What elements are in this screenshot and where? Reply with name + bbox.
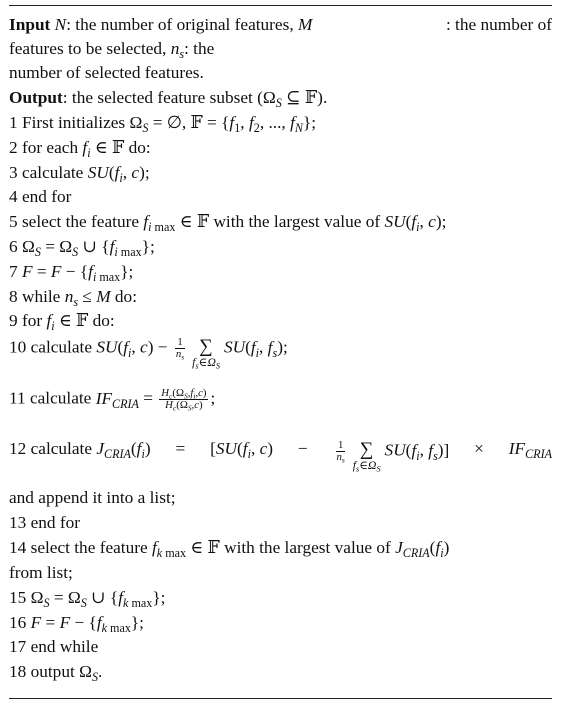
step-11: 11 calculate $IF_{CRIA}$ = $\frac{H_c(\Omega_S,f_i,c)}{H_c(\Omega_S,c)}$ ;	[9, 387, 216, 413]
output-line: Output: the selected feature subset ($\Omega_S$ ⊆ 𝔽).	[9, 88, 328, 110]
top-rule	[9, 5, 552, 6]
step-7: 7 $F = F - \{f_i$ $_{max}$};	[9, 262, 134, 284]
bottom-rule	[9, 698, 552, 699]
step-4: 4 end for	[9, 187, 72, 206]
input-line: Input N: the number of original features, M : the number of	[9, 15, 552, 34]
input-label: Input	[9, 15, 51, 34]
step-2: 2 for each $f_i$ ∈ 𝔽 do:	[9, 138, 151, 160]
step-10: 10 calculate $SU(f_i$, c) − $\frac{1}{n_s}$ ∑ $f_s\in\Omega_S$ $SU(f_i$, $f_s$);	[9, 336, 288, 371]
step-9: 9 for $f_i$ ∈ 𝔽 do:	[9, 311, 115, 333]
step-8: 8 while $n_s \le M$ do:	[9, 287, 137, 309]
step-14: 14 select the feature $f_k$ $_{max}$ ∈ 𝔽 with the largest value of $J_{CRIA}(f_i)$	[9, 538, 450, 560]
input-line-3: number of selected features.	[9, 63, 204, 82]
step-15: 15 $\Omega_S = \Omega_S$ ∪ {$f_k$ $_{max}$};	[9, 588, 166, 610]
step-6: 6 $\Omega_S = \Omega_S$ ∪ {$f_i$ $_{max}$};	[9, 237, 155, 259]
step-12-cont: and append it into a list;	[9, 488, 176, 507]
step-13: 13 end for	[9, 513, 81, 532]
step-1: 1 First initializes $\Omega_S$ = ∅, 𝔽 = {$f_1$, $f_2$, ..., $f_N$};	[9, 113, 317, 135]
output-label: Output	[9, 88, 63, 107]
step-3: 3 calculate $SU(f_i$, c);	[9, 163, 150, 185]
step-12: 12 calculate $J_{CRIA}(f_i)$ = [$SU(f_i$, c) − $\frac{1}{n_s}$ ∑ $f_s\in\Omega_S$ $SU(f_i$, $f_s$)] × $IF_{CRIA}$	[9, 439, 552, 474]
step-16: 16 $F = F - \{f_k$ $_{max}$};	[9, 613, 144, 635]
step-14-cont: from list;	[9, 563, 73, 582]
input-line-2: features to be selected, $n_s$: the	[9, 39, 215, 61]
step-5: 5 select the feature $f_i$ $_{max}$ ∈ 𝔽 with the largest value of $SU(f_i$, c);	[9, 212, 447, 234]
step-18: 18 output $\Omega_S$.	[9, 662, 103, 684]
step-17: 17 end while	[9, 637, 99, 656]
